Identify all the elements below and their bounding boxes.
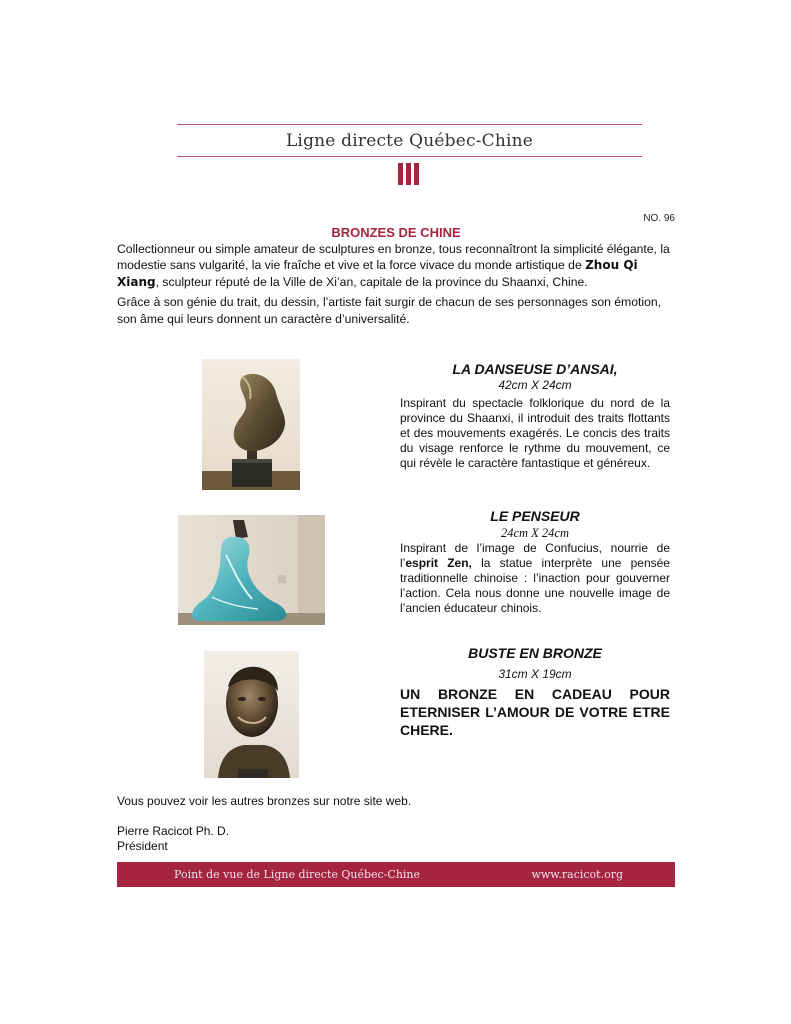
item-title-danseuse: LA DANSEUSE D’ANSAI, (452, 361, 618, 377)
item-size-danseuse: 42cm X 24cm (498, 378, 572, 392)
footer-newsletter-name: Point de vue de Ligne directe Québec-Chine (174, 868, 421, 881)
item-description-danseuse: Inspirant du spectacle folklorique du nord de la province du Shaanxi, il introduit des traits flottants et des mouvements exagérés. Le concis des traits du visage renforce le rythme du mouvement, ce qui révèle le caractère fantastique et généreux. (400, 396, 670, 470)
issue-number: NO. 96 (643, 213, 675, 224)
photo-danseuse (202, 359, 300, 490)
item-tagline-buste: UN BRONZE EN CADEAU POUR ETERNISER L’AMOUR DE VOTRE ETRE CHERE. (400, 686, 670, 738)
penseur-sculpture-image (178, 515, 325, 625)
item-title-buste: BUSTE EN BRONZE (468, 645, 602, 661)
danseuse-sculpture-image (202, 359, 300, 490)
penseur-desc-text-cont: la statue interprète une pensée traditionnelle chinoise : l’inaction pour gouverner l’action. Cela nous donne une nouvelle image de l’ancien éducateur chinois. (400, 556, 670, 615)
item-description-penseur (400, 541, 670, 616)
intro-paragraph-2: Grâce à son génie du trait, du dessin, l’artiste fait surgir de chacun de ses personnages son émotion, son âme qui leurs donnent un caractère d’universalité. (117, 295, 662, 326)
intro-paragraph-1 (117, 241, 675, 290)
item-size-buste: 31cm X 19cm (498, 667, 572, 681)
signature-name: Pierre Racicot Ph. D. (117, 824, 230, 838)
intro-text: Collectionneur ou simple amateur de sculptures en bronze, tous reconnaîtront la simplicité élégante, la modestie sans vulgarité, la vie fraîche et vive et la force vivace du monde artistique de (117, 242, 670, 273)
header-top-rule (177, 124, 642, 125)
penseur-desc-text: Inspirant de l’image de Confucius, nourrie de l’ (400, 541, 670, 570)
footer-bar (117, 862, 675, 887)
item-title-penseur: LE PENSEUR (490, 508, 580, 524)
article-title: BRONZES DE CHINE (331, 225, 461, 240)
buste-sculpture-image (204, 651, 299, 778)
website-note: Vous pouvez voir les autres bronzes sur notre site web. (117, 794, 412, 808)
intro-text-cont: , sculpteur réputé de la Ville de Xi’an, capitale de la province du Shaanxi, Chine. (155, 274, 588, 289)
footer-website-link[interactable]: www.racicot.org (531, 868, 623, 881)
item-size-penseur: 24cm X 24cm (500, 526, 570, 540)
header-bottom-rule (177, 156, 642, 157)
photo-buste (204, 651, 299, 778)
photo-penseur (178, 515, 325, 625)
penseur-desc-bold: esprit Zen, (405, 556, 472, 570)
newsletter-title: Ligne directe Québec-Chine (285, 131, 534, 151)
newsletter-emblem-icon (398, 163, 420, 185)
article-intro (117, 241, 675, 331)
signature-title: Président (117, 839, 168, 853)
artist-name: Zhou Qi Xiang (117, 258, 638, 289)
